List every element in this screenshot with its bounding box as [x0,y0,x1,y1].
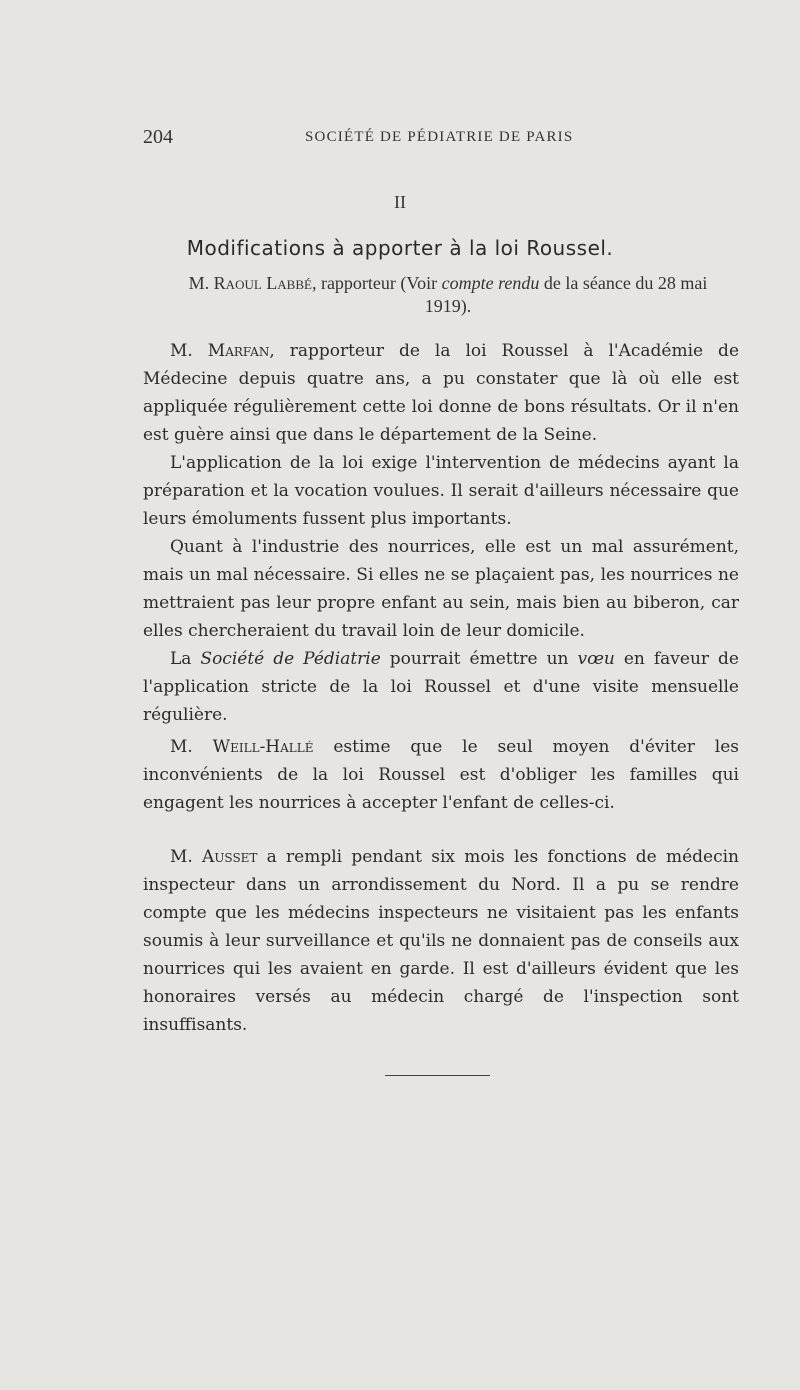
ausset-paragraph [143,843,739,1039]
marfan-p4-italic-1: Société de Pédiatrie [200,649,381,669]
ausset-block [143,843,739,1039]
speaker-prefix: M. [170,737,213,757]
speaker-name-ausset: Ausset [202,847,258,867]
weill-halle-paragraph [143,733,739,817]
speaker-name-marfan: Marfan [207,341,270,361]
rapporteur-name: Raoul Labbé [213,273,312,293]
speaker-prefix: M. [170,341,208,361]
section-number: II [394,192,406,212]
rapporteur-text-before: , rapporteur (Voir [311,273,442,293]
ausset-text: a rempli pendant six mois les fonctions de médecin inspecteur dans un arrondissement du Nord. Il a pu se rendre compte que les médecins inspecteurs ne visitaient pas les enfants soumis à leur surveillance et qu'ils ne donnaient pas de conseils aux nourrices qui les avaient en garde. Il est d'ailleurs évident que les honoraires versés au médecin chargé de l'inspection sont insuffisants. [143,847,740,1035]
rapporteur-prefix: M. [188,273,214,293]
rapporteur-note [188,272,708,318]
weill-halle-text: estime que le seul moyen d'éviter les inconvénients de la loi Roussel est d'obliger les familles qui engagent les nourrices à accepter l'enfant de celles-ci. [143,737,739,813]
running-head: SOCIÉTÉ DE PÉDIATRIE DE PARIS [305,129,574,145]
marfan-paragraph-2: L'application de la loi exige l'intervention de médecins ayant la préparation et la vocation voulues. Il serait d'ailleurs nécessaire que leurs émoluments fussent plus importants. [143,453,739,529]
marfan-paragraph-1 [143,337,739,449]
end-rule [385,1075,490,1076]
speaker-name-weill-halle: Weill-Hallé [212,737,314,757]
marfan-paragraph-3: Quant à l'industrie des nourrices, elle est un mal assurément, mais un mal nécessaire. Si elles ne se plaçaient pas, les nourrices ne mettraient pas leur propre enfant au sein, mais bien au biberon, car elles chercheraient du travail loin de leur domicile. [143,537,739,641]
marfan-paragraph-4 [143,645,739,729]
page-header [143,126,755,152]
rapporteur-italic: compte rendu [441,273,540,293]
marfan-p4-rest: en faveur de l'application stricte de la loi Roussel et d'une visite mensuelle régulière. [143,649,739,725]
marfan-p4-italic-2: vœu [577,649,615,669]
rapporteur-text-after: de la séance du 28 mai 1919). [424,273,708,316]
marfan-text-1: , rapporteur de la loi Roussel à l'Académie de Médecine depuis quatre ans, a pu constater que là où elle est appliquée régulièrement cette loi donne de bons résultats. Or il n'en est guère ainsi que dans le département de la Seine. [143,341,739,445]
marfan-p4-prefix: La [170,649,201,669]
section-title: Modifications à apporter à la loi Roussel. [186,236,614,260]
marfan-p4-mid: pourrait émettre un [380,649,578,669]
page-number: 204 [143,126,173,148]
speaker-prefix: M. [170,847,203,867]
marfan-block [143,337,739,729]
weill-halle-block [143,733,739,817]
